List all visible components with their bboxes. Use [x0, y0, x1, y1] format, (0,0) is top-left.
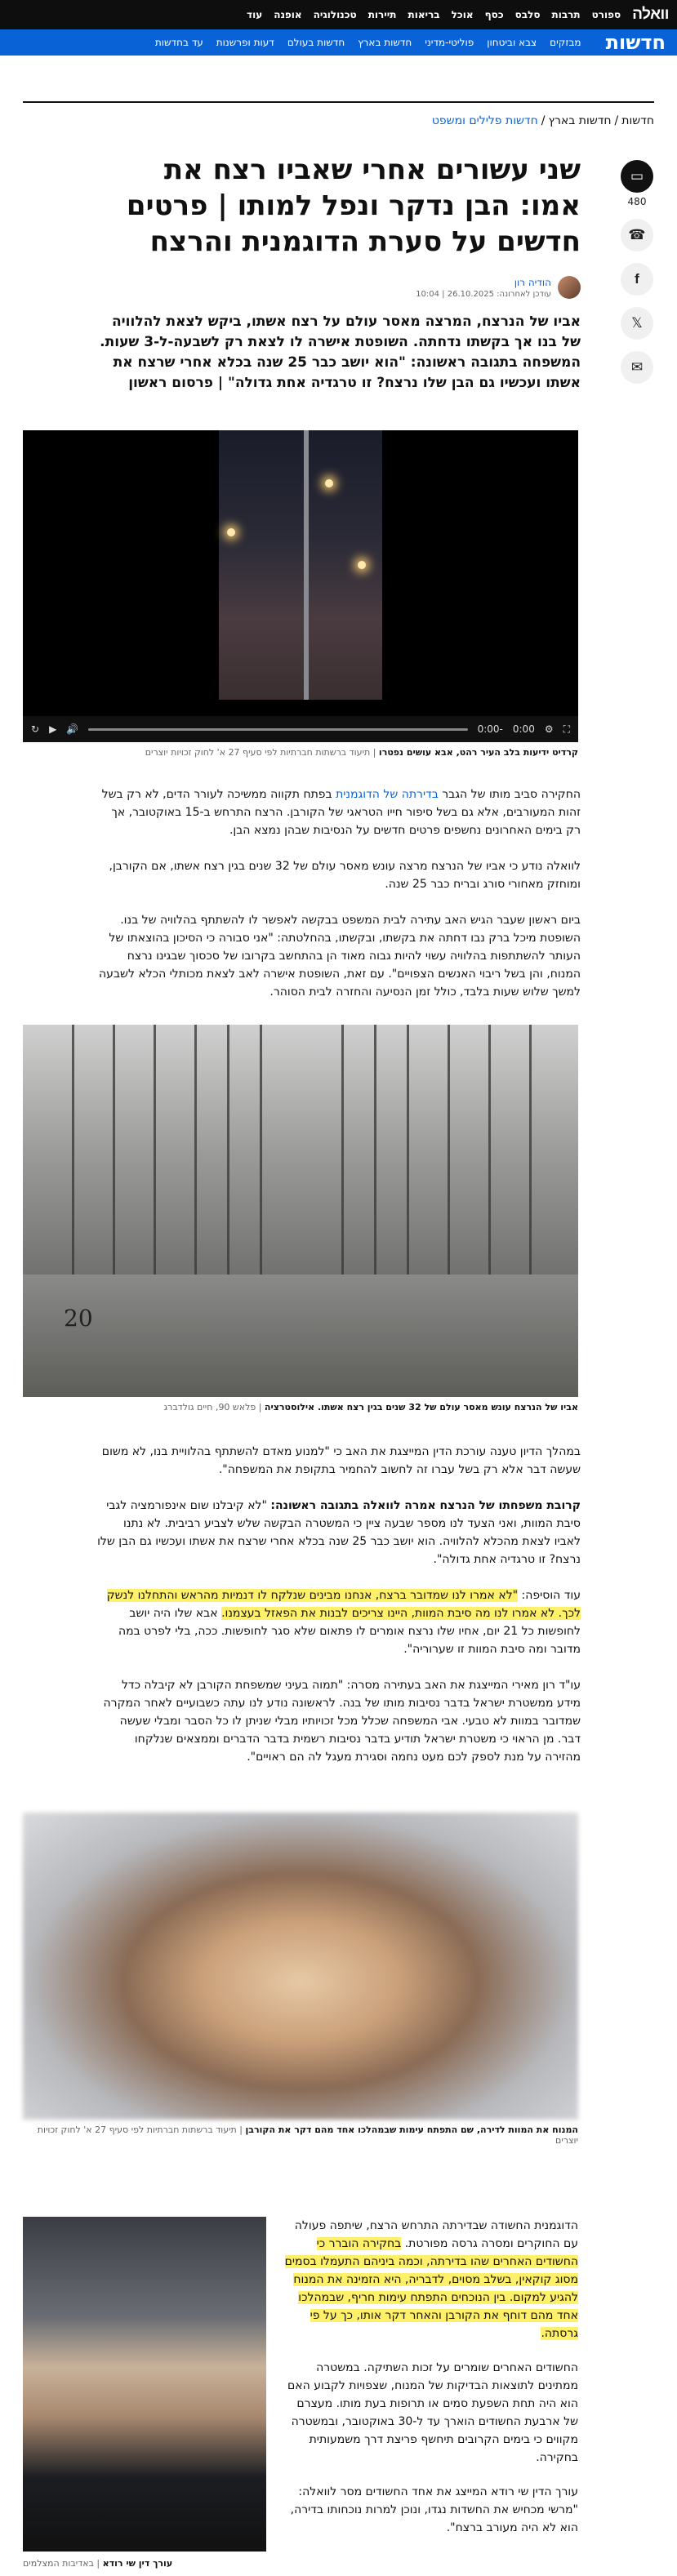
photo2-caption: המנוח את המוות לדירה, שם התפתח עימות שבמהלכו אחד מהם דקר את הקורבן | תיעוד ברשתות חברתיות לפי סעיף 27 א' לחוק זכויות יוצרים	[37, 2124, 578, 2146]
author-name[interactable]: הודיה רון	[514, 276, 551, 288]
portrait-section	[23, 2217, 578, 2576]
fullscreen-icon[interactable]: ⛶	[563, 723, 570, 735]
breadcrumb-crime[interactable]: חדשות פלילים ומשפט	[431, 114, 538, 127]
play-icon[interactable]: ▶	[49, 723, 57, 735]
side-text	[283, 2217, 578, 2553]
highlighted-quote: "לא אמרו לנו שמדובר ברצח, אנחנו מבינים שנלקח לו דנמיות מהראש והתחלנו לנשק לכך. לא אמרו לנו מה סיבת המוות, היינו צריכים לבנות את הפאזל בעצמנו.	[106, 1589, 581, 1620]
mail-icon: ✉	[630, 359, 644, 376]
nav-item-celebs[interactable]: סלבס	[514, 9, 541, 20]
article-meta: עודכן לאחרונה: 26.10.2025 | 10:04	[416, 289, 551, 299]
paragraph: ביום ראשון שעבר הגיש האב עתירה לבית המשפט בבקשה לאפשר לו להשתתף בהלוויה של בנו. השופטת מיכל ברק נבו דחתה את בקשתו, ובקשתו, בהחלטתה: "אני סבורה כי הסיכון בהוצאתו של העותר להשתתפות בהלוויה עשוי להיות גבוה מאוד הן בהתחשב בקרובו של סכסוך שבגינו נרצח המנוח, והן בשל ריבוי האנשים הצפויים". עם זאת, השופטת אישרה לאב לצאת מכותלי הכלא לשבעה למשך שלוש שעות בלבד, כולל זמן הנסיעה והחזרה לבית הסוהר.	[99, 914, 581, 999]
volume-icon[interactable]: 🔊	[66, 723, 79, 735]
video-progress-bar[interactable]	[88, 728, 467, 731]
comments-count: 480	[627, 196, 647, 207]
article-headline: שני עשורים אחרי שאביו רצח את אמו: הבן נדקר ונפל למותו | פרטים חדשים על סערת הדוגמנית והרצח	[126, 153, 581, 258]
video-time-elapsed: 0:00	[512, 723, 535, 735]
video-time-total: -0:00	[477, 723, 503, 735]
replay-icon[interactable]: ↻	[31, 723, 40, 735]
nav-item-fashion[interactable]: אופנה	[274, 9, 302, 20]
video-block	[23, 412, 578, 758]
article-body-1	[96, 767, 581, 1001]
video-caption: קרדיט ידיעות בלב העיר רהט, אבא עושים נפטרו | תיעוד ברשתות חברתיות לפי סעיף 27 א' לחוק זכויות יוצרים	[145, 747, 578, 758]
nav-item-culture[interactable]: תרבות	[551, 9, 581, 20]
subnav-item-opinion[interactable]: דעות ופרשנות	[216, 37, 274, 48]
share-sidebar	[620, 160, 654, 384]
section-title[interactable]: חדשות	[605, 31, 666, 54]
x-share-button[interactable]	[621, 307, 653, 340]
portrait-caption: עורך דין שי רודא | באדיבות המצלמים	[23, 2558, 173, 2569]
paragraph: החשודים האחרים שומרים על זכות השתיקה. במשטרה ממתינים לתוצאות הבדיקות של המנוח, שצפויות לקבוע האם הוא היה תחת השפעת סמים או תרופות בעת מותו. מעצרם של ארבעת החשודים הוארך עד ל-30 באוקטובר, ובמשטרה מקווים כי בימים הקרובים תיחשף פריצת דרך משמעותית בחקירה.	[287, 2361, 578, 2464]
whatsapp-icon: ☎	[628, 227, 646, 243]
subnav-item-flash[interactable]: מבזקים	[550, 37, 581, 48]
subnav-item-security[interactable]: צבא וביטחון	[487, 37, 537, 48]
author-avatar[interactable]	[558, 276, 581, 299]
byline	[96, 276, 581, 299]
paragraph: הדוגמנית החשודה שבדירתה התרחש הרצח, שיתפה פעולה עם החוקרים ומסרה גרסה מפורטת. בחקירה הוברר כי החשודים האחרים שהו בדירתה, וכמה ביניהם התעמלו בסמים מסוג קוקאין, בשלב מסוים, לדבריה, היא הזמינה את המנוח להגיע למקום. בין הנוכחים התפתח עימות חריף, שבמהלכו אחד מהם דוחף את הקורבן והאחר דקר אותו, כך על פי גרסתה.	[284, 2219, 578, 2340]
nav-item-food[interactable]: אוכל	[451, 9, 474, 20]
article-header	[96, 152, 581, 394]
nav-item-health[interactable]: בריאות	[408, 9, 440, 20]
photo-block-2	[23, 1813, 578, 2146]
email-share-button[interactable]	[621, 351, 653, 384]
paragraph: עו"ד רון מאירי המייצגת את האב בעתירה מסרה: "תמוה בעיני שמשפחת הקורבן לא קיבלה כדל מידע ממשטרת ישראל בדבר נסיבות מותו של בנה. לראשונה נודע לנו עתה כשבועיים לאחר המקרה שמדובר במוות לא טבעי. אבי המשפחה שכלל מכל זכויותיו מבלי שניתן לו כל הסבר ומבלי שעשה דבר. מן הראוי כי משטרת ישראל תודיע בדבר נסיבות רשמית בדבר הדברים וממצאים שנלקחו מהזירה על מנת לספק לכם מעט נחמה וסגירת מעגל לה הם ראויים".	[103, 1679, 581, 1764]
nav-item-tourism[interactable]: תיירות	[367, 9, 397, 20]
settings-icon[interactable]: ⚙	[544, 723, 554, 735]
nav-item-more[interactable]: עוד	[247, 9, 263, 20]
subnav-item-local[interactable]: חדשות בארץ	[358, 37, 412, 48]
blurred-photo[interactable]	[23, 1813, 578, 2120]
breadcrumb-local-news[interactable]: חדשות בארץ	[548, 114, 612, 127]
subnav-item-world[interactable]: חדשות בעולם	[287, 37, 345, 48]
paragraph: במהלך הדיון טענה עורכת הדין המייצגת את האב כי "למנוע מאדם להשתתף בהלוויית בנו, לא משום שעשה דבר אלא רק בשל עברו זה לחשוב להחמיר בתקופת את המשפחה".	[101, 1445, 581, 1476]
paragraph: עורך הדין שי רודא המייצג את אחד החשודים מסר לוואלה: "מרשי מכחיש את החשדות נגדו, ונוכן למרות נוכחותו בדירה, הוא לא היה מעורב ברצח".	[290, 2485, 578, 2534]
video-controls	[23, 716, 578, 742]
breadcrumb: חדשות / חדשות בארץ / חדשות פלילים ומשפט	[431, 114, 654, 127]
paragraph: עוד הוסיפה: "לא אמרו לנו שמדובר ברצח, אנחנו מבינים שנלקח לו דנמיות מהראש והתחלנו לנשק לכך. לא אמרו לנו מה סיבת המוות, היינו צריכים לבנות את הפאזל בעצמנו. אבא שלו היה יושב לחופשות כל 21 יום, אחיו שלו נרצח אומרים לו פתאום שלא סגר לחופשות. ככה, בלי לפרט במה מדובר ומה סיבת המוות זו שערוריה".	[106, 1589, 581, 1656]
paragraph: החקירה סביב מותו של הגבר בדירתה של הדוגמנית בפתח תקווה ממשיכה לעורר הדים, לא רק בשל זהות המעורבים, אלא גם בשל סיפור חייו הטראגי של הקורבן. הרצח התרחש ב-15 באוקטובר, אך רק בימים האחרונים נחשפים פרטים חדשים על הנסיבות שבהן נמצא הבן.	[101, 788, 581, 837]
x-icon: 𝕏	[631, 315, 643, 331]
photo1-caption: אביו של הנרצח עונש מאסר עולם של 32 שנים בגין רצח אשתו. אילוסטרציה | פלאש 90, חיים גולדברג	[163, 1402, 578, 1413]
breadcrumb-news[interactable]: חדשות	[621, 114, 654, 127]
comment-icon: ▭	[630, 168, 644, 185]
whatsapp-share-button[interactable]	[621, 219, 653, 251]
nav-item-tech[interactable]: טכנולוגיה	[313, 9, 357, 20]
article-body-2	[96, 1425, 581, 1766]
lawyer-portrait[interactable]	[23, 2217, 266, 2552]
prison-photo[interactable]: 20	[23, 1025, 578, 1397]
facebook-icon: f	[635, 271, 639, 287]
paragraph: לוואלה נודע כי אביו של הנרצח מרצה עונש מאסר עולם של 32 שנים בגין רצח אשתו, אם הקורבן, ומוחזק מאחורי סורג ובריח כבר 25 שנה.	[109, 860, 581, 891]
nav-item-money[interactable]: כסף	[484, 9, 504, 20]
highlighted-text: בחקירה הוברר כי החשודים האחרים שהו בדירתה, וכמה ביניהם התעמלו בסמים מסוג קוקאין, בשלב מסוים, לדבריה, היא הזמינה את המנוח להגיע למקום. בין הנוכחים התפתח עימות חריף, שבמהלכו אחד מהם דוחף את הקורבן והאחר דקר אותו, כך על פי גרסתה.	[284, 2237, 578, 2340]
section-nav-bar	[0, 29, 677, 56]
divider	[23, 101, 654, 103]
nav-item-sport[interactable]: ספורט	[591, 9, 621, 20]
subnav-item-witness[interactable]: עד בחדשות	[154, 37, 203, 48]
site-logo[interactable]: וואלה	[632, 6, 669, 23]
facebook-share-button[interactable]	[621, 263, 653, 296]
photo-block-1	[23, 1025, 578, 1413]
video-player[interactable]	[23, 430, 578, 742]
subnav-item-politics[interactable]: פוליטי-מדיני	[425, 37, 474, 48]
top-nav-bar	[0, 0, 677, 29]
article-lead: אביו של הנרצח, המרצה מאסר עולם על רצח אשתו, ביקש לצאת להלוויה של בנו אך בקשתו נדחתה. השופטת אישרה לו לצאת רק לשבעה-ל-3 שעות. המשפחה בתגובה ראשונה: "הוא יושב כבר 25 שנה בכלא אחרי שרצח את אשתו ועכשיו גם הבן שלו נרצח? זו טרגדיה אחת גדולה" | פרסום ראשון	[100, 314, 581, 391]
paragraph: קרובת משפחתו של הנרצח אמרה לוואלה בתגובה ראשונה: "לא קיבלנו שום אינפורמציה לגבי סיבת המוות, ואני הצעד לנו מספר שבעה ציין כי המשטרה הבקשה שלש לצביע רביבית. לא נתנו לאביו לצאת מהכלא להלוויה. הוא יושב כבר 25 שנה בכלא אחרי שרצח את אשתו ועכשיו גם הבן שלו נרצח? זו טרגדיה אחת גדולה".	[97, 1499, 581, 1566]
comments-button[interactable]	[621, 160, 653, 193]
inline-link[interactable]: בדירתה של הדוגמנית	[336, 788, 439, 801]
